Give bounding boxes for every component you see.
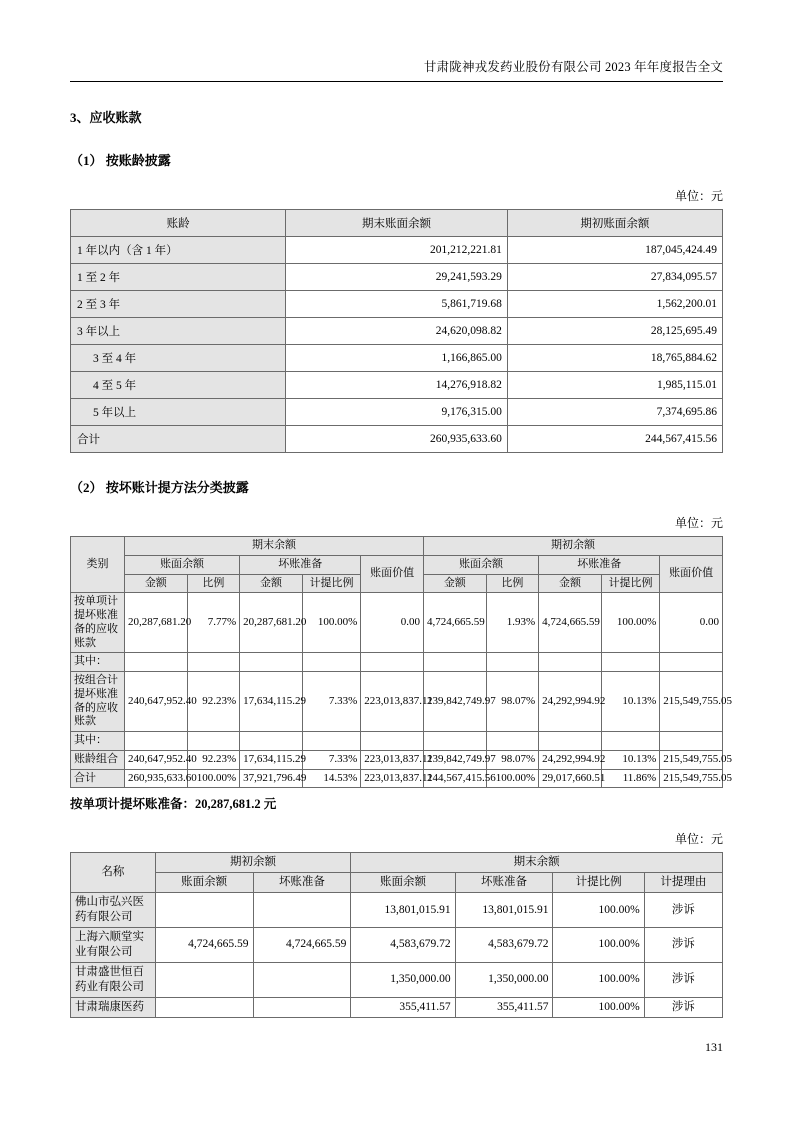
row-end-value: 201,212,221.81: [286, 237, 508, 264]
cell-end-value: 223,013,837.11: [361, 750, 424, 769]
cell-begin-bad-ratio: [601, 653, 659, 672]
row-end-value: 260,935,633.60: [286, 426, 508, 453]
cell-begin-ratio: 1.93%: [486, 593, 539, 653]
row-label: 5 年以上: [71, 399, 286, 426]
row-name: 甘肃盛世恒百药业有限公司: [71, 962, 156, 997]
col-header-end-bad-amount: 金额: [240, 574, 303, 593]
row-name: 甘肃瑞康医药: [71, 997, 156, 1017]
table-row: [71, 653, 723, 672]
subsection-title-aging: （1） 按账龄披露: [70, 153, 171, 168]
col-header-end-book-value: 账面价值: [361, 555, 424, 593]
col-header-category: 类别: [71, 537, 125, 593]
row-label: 3 至 4 年: [71, 345, 286, 372]
col-header-begin-book-value: 账面价值: [660, 555, 723, 593]
col-header-begin-amount: 金额: [423, 574, 486, 593]
row-name: 上海六顺堂实业有限公司: [71, 928, 156, 963]
col-header-reason: 计提理由: [644, 873, 722, 893]
cell-begin-bad-ratio: 10.13%: [601, 750, 659, 769]
cell-provision-ratio: 100.00%: [553, 893, 644, 928]
row-label: 1 年以内（含 1 年）: [71, 237, 286, 264]
cell-begin-value: 0.00: [660, 593, 723, 653]
table-row: [71, 399, 723, 426]
row-end-value: 5,861,719.68: [286, 291, 508, 318]
col-header-begin-bad-debt: 坏账准备: [539, 555, 660, 574]
cell-end-ratio: 100.00%: [187, 769, 240, 788]
col-header-aging: 账龄: [71, 210, 286, 237]
cell-provision-ratio: 100.00%: [553, 928, 644, 963]
subsection-title-provision: （2） 按坏账计提方法分类披露: [70, 480, 249, 495]
row-end-value: 24,620,098.82: [286, 318, 508, 345]
row-category: 合计: [71, 769, 125, 788]
cell-end-value: 0.00: [361, 593, 424, 653]
page-header: 甘肃陇神戎发药业股份有限公司 2023 年年度报告全文: [423, 60, 723, 74]
col-header-begin-book-balance: 账面余额: [423, 555, 538, 574]
cell-end-amount: [124, 732, 187, 751]
row-end-value: 14,276,918.82: [286, 372, 508, 399]
table-row: [71, 997, 723, 1017]
cell-end-bad: 355,411.57: [455, 997, 553, 1017]
row-category: 其中：: [71, 732, 125, 751]
cell-begin-balance: [155, 997, 253, 1017]
cell-end-amount: [124, 653, 187, 672]
cell-begin-value: 215,549,755.05: [660, 769, 723, 788]
col-header-end-book-balance: 账面余额: [124, 555, 239, 574]
row-begin-value: 18,765,884.62: [507, 345, 722, 372]
table-header-row: [71, 210, 723, 237]
cell-end-bad: 4,583,679.72: [455, 928, 553, 963]
cell-begin-balance: [155, 893, 253, 928]
cell-reason: 涉诉: [644, 962, 722, 997]
col-header-end-amount: 金额: [124, 574, 187, 593]
cell-begin-bad-ratio: 11.86%: [601, 769, 659, 788]
cell-end-amount: 20,287,681.20: [124, 593, 187, 653]
cell-reason: 涉诉: [644, 997, 722, 1017]
col-header-end-group: 期末余额: [351, 853, 723, 873]
row-label: 4 至 5 年: [71, 372, 286, 399]
cell-end-value: 223,013,837.11: [361, 672, 424, 732]
col-header-end-ratio: 比例: [187, 574, 240, 593]
cell-begin-bad: 24,292,994.92: [539, 750, 602, 769]
table-row: [71, 291, 723, 318]
cell-begin-bad: [253, 962, 351, 997]
cell-begin-amount: 239,842,749.97: [423, 750, 486, 769]
aging-table: [70, 209, 723, 453]
table-row-total: [71, 426, 723, 453]
cell-end-value: [361, 732, 424, 751]
cell-end-value: [361, 653, 424, 672]
cell-end-amount: 240,647,952.40: [124, 672, 187, 732]
cell-begin-bad: [253, 893, 351, 928]
row-category: 按单项计提坏账准备的应收账款: [71, 593, 125, 653]
cell-end-bad-ratio: [302, 653, 360, 672]
cell-end-ratio: [187, 732, 240, 751]
cell-begin-amount: 239,842,749.97: [423, 672, 486, 732]
cell-end-bad: 1,350,000.00: [455, 962, 553, 997]
cell-begin-value: [660, 653, 723, 672]
cell-begin-value: 215,549,755.05: [660, 672, 723, 732]
cell-begin-amount: 4,724,665.59: [423, 593, 486, 653]
cell-begin-ratio: 98.07%: [486, 750, 539, 769]
col-header-end-provision-ratio: 计提比例: [302, 574, 360, 593]
cell-begin-ratio: [486, 732, 539, 751]
page-number: 131: [705, 1040, 723, 1054]
row-category: 其中：: [71, 653, 125, 672]
row-begin-value: 1,562,200.01: [507, 291, 722, 318]
cell-end-bad: 17,634,115.29: [240, 672, 303, 732]
cell-begin-bad: [539, 653, 602, 672]
row-begin-value: 27,834,095.57: [507, 264, 722, 291]
header-divider: [70, 81, 723, 82]
table-row: [71, 593, 723, 653]
table-header-row-2: [71, 873, 723, 893]
cell-begin-bad-ratio: 100.00%: [601, 593, 659, 653]
unit-label-provision: 单位：元: [674, 516, 723, 530]
table-row: [71, 345, 723, 372]
cell-end-bad-ratio: 7.33%: [302, 672, 360, 732]
cell-begin-bad: 4,724,665.59: [253, 928, 351, 963]
row-begin-value: 1,985,115.01: [507, 372, 722, 399]
cell-begin-bad-ratio: [601, 732, 659, 751]
col-header-end-bad-debt: 坏账准备: [240, 555, 361, 574]
table-row: [71, 928, 723, 963]
cell-provision-ratio: 100.00%: [553, 997, 644, 1017]
col-header-begin-ratio: 比例: [486, 574, 539, 593]
unit-label-single: 单位：元: [674, 832, 723, 847]
row-category: 按组合计提坏账准备的应收账款: [71, 672, 125, 732]
cell-end-bad: 20,287,681.20: [240, 593, 303, 653]
col-header-name: 名称: [71, 853, 156, 893]
table-row: [71, 318, 723, 345]
table-row: [71, 750, 723, 769]
cell-begin-bad: [539, 732, 602, 751]
table-row: [71, 962, 723, 997]
row-label: 合计: [71, 426, 286, 453]
row-begin-value: 187,045,424.49: [507, 237, 722, 264]
row-label: 3 年以上: [71, 318, 286, 345]
col-header-begin-group: 期初余额: [155, 853, 351, 873]
cell-end-bad: 37,921,796.49: [240, 769, 303, 788]
col-header-begin-group: 期初余额: [423, 537, 722, 556]
row-end-value: 9,176,315.00: [286, 399, 508, 426]
cell-begin-value: 215,549,755.05: [660, 750, 723, 769]
table-header-row-1: [71, 537, 723, 556]
cell-begin-ratio: 100.00%: [486, 769, 539, 788]
col-header-begin-book-balance: 账面余额: [155, 873, 253, 893]
table-row: [71, 237, 723, 264]
table-header-row-2: [71, 555, 723, 574]
cell-end-value: 223,013,837.11: [361, 769, 424, 788]
cell-end-amount: 260,935,633.60: [124, 769, 187, 788]
cell-begin-bad: 29,017,660.51: [539, 769, 602, 788]
cell-end-balance: 1,350,000.00: [351, 962, 455, 997]
cell-begin-amount: 244,567,415.56: [423, 769, 486, 788]
col-header-end-bad-debt: 坏账准备: [455, 873, 553, 893]
cell-end-ratio: 7.77%: [187, 593, 240, 653]
col-header-end-book-balance: 账面余额: [351, 873, 455, 893]
row-label: 2 至 3 年: [71, 291, 286, 318]
col-header-provision-ratio: 计提比例: [553, 873, 644, 893]
cell-end-ratio: [187, 653, 240, 672]
cell-provision-ratio: 100.00%: [553, 962, 644, 997]
cell-begin-bad: 24,292,994.92: [539, 672, 602, 732]
cell-end-bad: [240, 732, 303, 751]
col-header-begin-provision-ratio: 计提比例: [601, 574, 659, 593]
row-begin-value: 28,125,695.49: [507, 318, 722, 345]
cell-begin-amount: [423, 653, 486, 672]
cell-end-balance: 4,583,679.72: [351, 928, 455, 963]
cell-end-bad: 13,801,015.91: [455, 893, 553, 928]
cell-end-bad-ratio: [302, 732, 360, 751]
cell-begin-value: [660, 732, 723, 751]
cell-end-bad-ratio: 7.33%: [302, 750, 360, 769]
page-content: [70, 0, 732, 1018]
col-header-begin-bad-amount: 金额: [539, 574, 602, 593]
single-provision-table: [70, 852, 723, 1017]
cell-end-bad-ratio: 14.53%: [302, 769, 360, 788]
col-header-end-group: 期末余额: [124, 537, 423, 556]
cell-end-ratio: 92.23%: [187, 672, 240, 732]
cell-end-balance: 355,411.57: [351, 997, 455, 1017]
table-row: [71, 893, 723, 928]
cell-begin-amount: [423, 732, 486, 751]
cell-end-bad: 17,634,115.29: [240, 750, 303, 769]
provision-table: [70, 536, 732, 788]
cell-begin-bad: 4,724,665.59: [539, 593, 602, 653]
row-begin-value: 244,567,415.56: [507, 426, 722, 453]
row-begin-value: 7,374,695.86: [507, 399, 722, 426]
cell-end-bad-ratio: 100.00%: [302, 593, 360, 653]
table-row: [71, 372, 723, 399]
cell-end-amount: 240,647,952.40: [124, 750, 187, 769]
unit-label-aging: 单位：元: [674, 189, 723, 203]
col-header-begin-balance: 期初账面余额: [507, 210, 722, 237]
cell-begin-ratio: 98.07%: [486, 672, 539, 732]
cell-reason: 涉诉: [644, 893, 722, 928]
table-row: [71, 732, 723, 751]
row-label: 1 至 2 年: [71, 264, 286, 291]
row-end-value: 29,241,593.29: [286, 264, 508, 291]
row-end-value: 1,166,865.00: [286, 345, 508, 372]
cell-begin-bad: [253, 997, 351, 1017]
col-header-begin-bad-debt: 坏账准备: [253, 873, 351, 893]
table-row: [71, 264, 723, 291]
row-name: 佛山市弘兴医药有限公司: [71, 893, 156, 928]
row-category: 账龄组合: [71, 750, 125, 769]
section-title: 3、应收账款: [70, 110, 142, 125]
table-header-row-1: [71, 853, 723, 873]
cell-end-bad: [240, 653, 303, 672]
table-row: [71, 672, 723, 732]
table-row-total: [71, 769, 723, 788]
cell-reason: 涉诉: [644, 928, 722, 963]
cell-begin-bad-ratio: 10.13%: [601, 672, 659, 732]
cell-end-balance: 13,801,015.91: [351, 893, 455, 928]
cell-end-ratio: 92.23%: [187, 750, 240, 769]
cell-begin-ratio: [486, 653, 539, 672]
cell-begin-balance: 4,724,665.59: [155, 928, 253, 963]
cell-begin-balance: [155, 962, 253, 997]
single-provision-note: 按单项计提坏账准备：20,287,681.2 元: [70, 797, 277, 812]
col-header-end-balance: 期末账面余额: [286, 210, 508, 237]
